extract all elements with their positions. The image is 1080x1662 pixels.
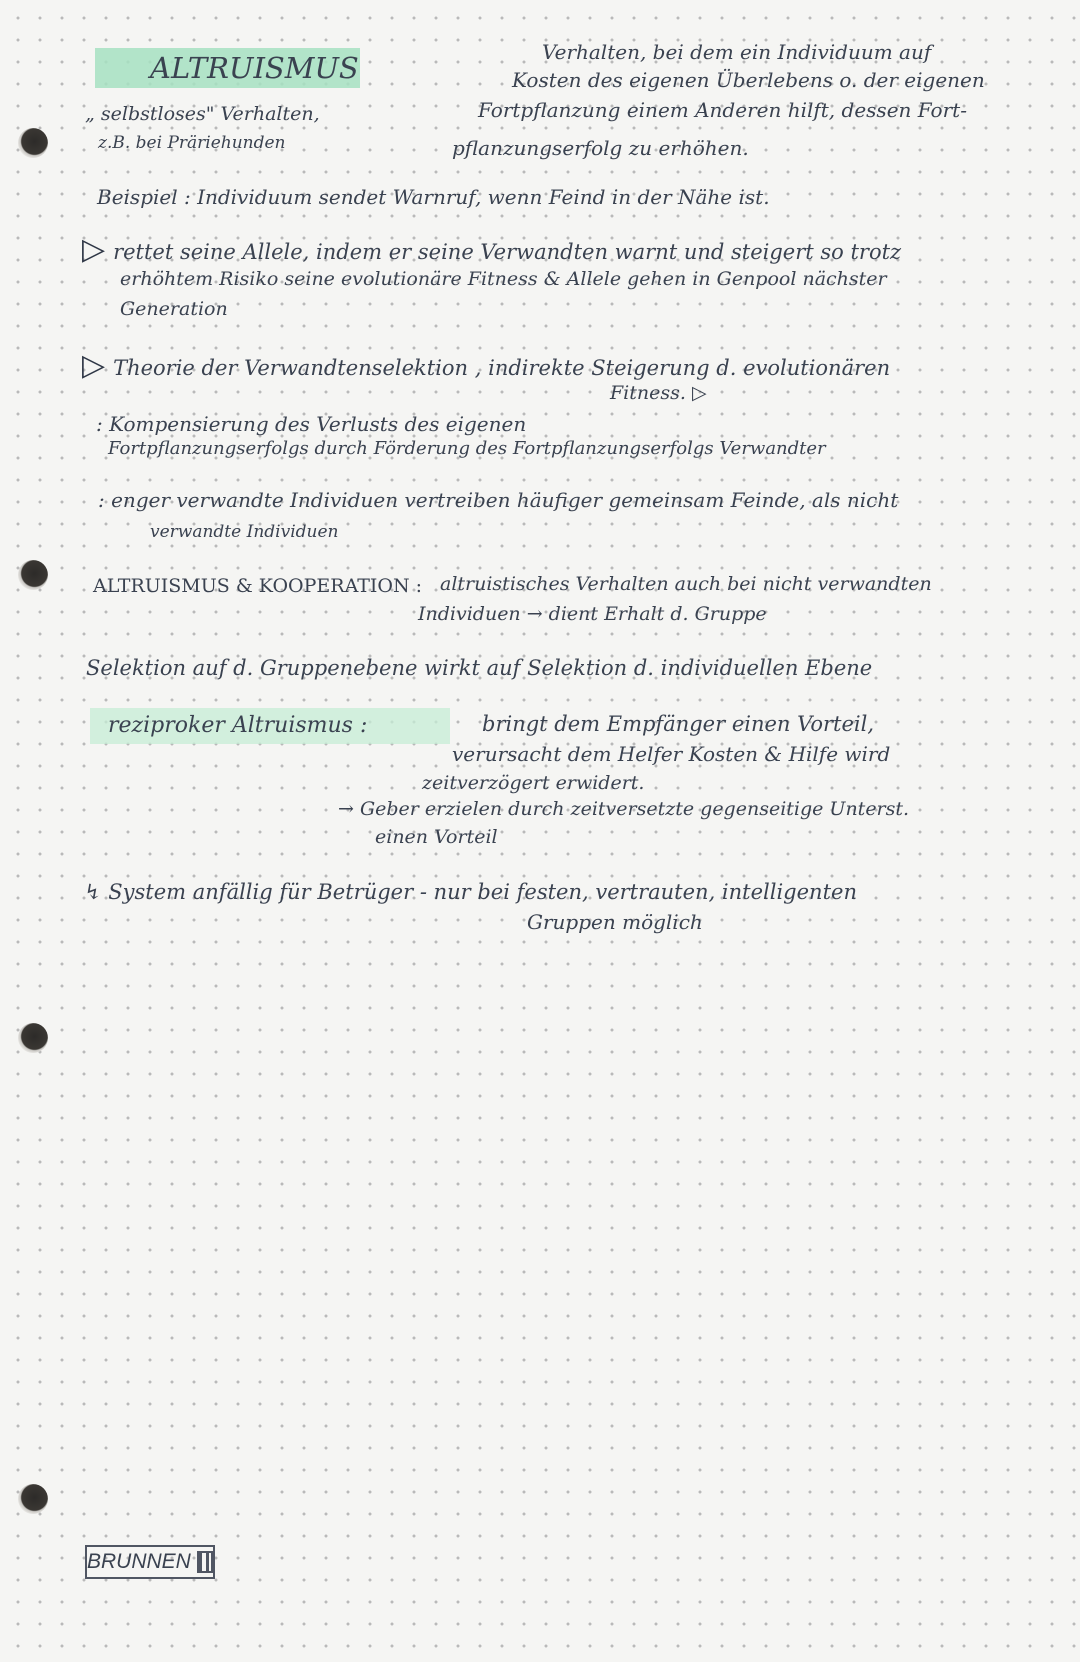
point-1 — [82, 232, 901, 268]
triangle-arrow-icon: ▷ — [82, 232, 106, 267]
reciprocal-line: verursacht dem Helfer Kosten & Hilfe wird — [452, 742, 891, 766]
point-2 — [82, 348, 890, 384]
definition-line: pflanzungserfolg zu erhöhen. — [452, 136, 749, 160]
brunnen-logo-icon — [197, 1551, 213, 1573]
definition-line: Fortpflanzung einem Anderen hilft, dessen Fort- — [478, 98, 967, 122]
example-text: Beispiel : Individuum sendet Warnruf, wenn Feind in der Nähe ist. — [97, 185, 770, 209]
reciprocal-line: einen Vorteil — [375, 826, 498, 848]
group-selection-text: Selektion auf d. Gruppenebene wirkt auf Selektion d. individuellen Ebene — [86, 656, 873, 680]
cooperation-line: Individuen → dient Erhalt d. Gruppe — [418, 603, 767, 625]
point-3-line: Fortpflanzungserfolgs durch Förderung des Fortpflanzungserfolgs Verwandter — [108, 438, 826, 459]
subtitle-line: z.B. bei Präriehunden — [98, 133, 286, 153]
triangle-arrow-icon: ▷ — [82, 348, 106, 383]
point-1-line: Generation — [120, 298, 228, 320]
page-title: ALTRUISMUS — [95, 48, 360, 88]
point-3-line: : Kompensierung des Verlusts des eigenen — [96, 412, 527, 436]
punch-hole — [18, 128, 48, 158]
point-2-line: Theorie der Verwandtenselektion , indirekte Steigerung d. evolutionären — [113, 356, 891, 380]
brand-name: BRUNNEN — [87, 1550, 191, 1573]
point-4-line: : enger verwandte Individuen vertreiben häufiger gemeinsam Feinde, als nicht — [98, 488, 899, 512]
reciprocal-label: reziproker Altruismus : — [90, 708, 450, 744]
punch-hole — [18, 1023, 48, 1053]
reciprocal-line: → Geber erzielen durch zeitversetzte gegenseitige Unterst. — [338, 798, 910, 820]
point-4-line: verwandte Individuen — [150, 522, 339, 542]
cooperation-label: ALTRUISMUS & KOOPERATION : — [93, 575, 423, 597]
caveat-line: Gruppen möglich — [527, 910, 703, 934]
definition-line: Verhalten, bei dem ein Individuum auf — [542, 40, 932, 64]
caveat-line: ↯ System anfällig für Betrüger - nur bei festen, vertrauten, intelligenten — [84, 880, 857, 904]
point-1-line: erhöhtem Risiko seine evolutionäre Fitness & Allele gehen in Genpool nächster — [120, 268, 887, 290]
reciprocal-line: zeitverzögert erwidert. — [422, 772, 645, 794]
definition-line: Kosten des eigenen Überlebens o. der eigenen — [512, 68, 985, 92]
punch-hole — [18, 1484, 48, 1514]
cooperation-line: altruistisches Verhalten auch bei nicht verwandten — [440, 573, 932, 595]
reciprocal-line: bringt dem Empfänger einen Vorteil, — [482, 712, 875, 736]
point-1-line: rettet seine Allele, indem er seine Verwandten warnt und steigert so trotz — [113, 240, 902, 264]
subtitle-line: „ selbstloses" Verhalten, — [85, 103, 320, 125]
point-2-line: Fitness. ▷ — [610, 382, 707, 404]
punch-hole — [18, 560, 48, 590]
brand-logo — [85, 1545, 215, 1579]
